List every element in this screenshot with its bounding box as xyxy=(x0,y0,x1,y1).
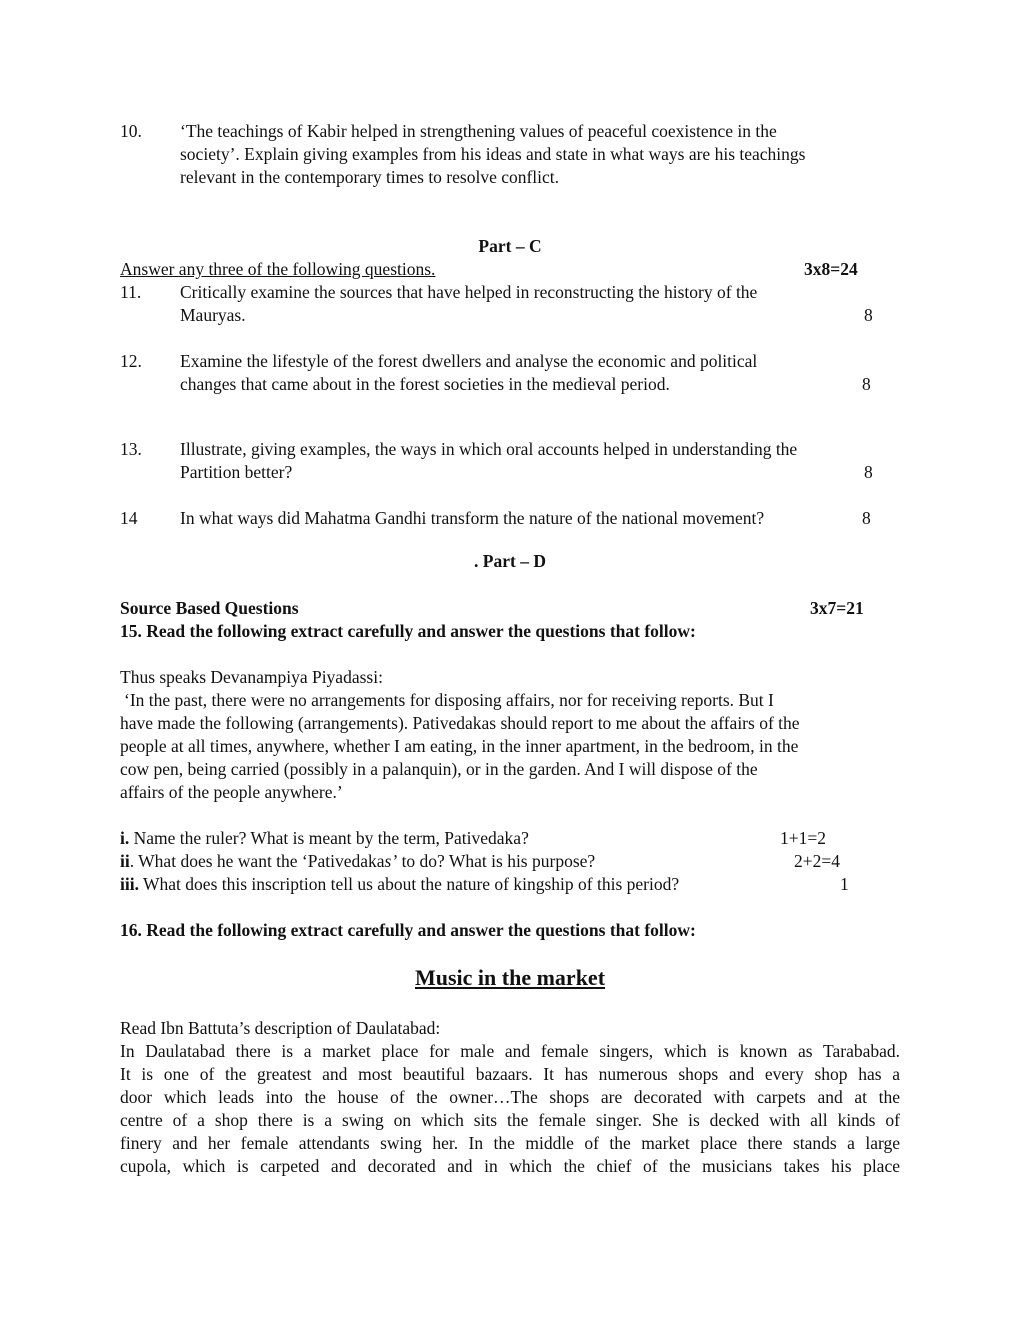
question-14-line-1: In what ways did Mahatma Gandhi transform the nature of the national movement? xyxy=(180,508,765,528)
question-15-subquestion-iii-marks: 1 xyxy=(840,874,849,894)
question-11-line-1: Critically examine the sources that have helped in reconstructing the history of the xyxy=(180,282,758,302)
question-15-heading: 15. Read the following extract carefully and answer the questions that follow: xyxy=(120,621,696,641)
question-15-subquestion-ii xyxy=(120,850,595,873)
question-10-line-1: ‘The teachings of Kabir helped in strengthening values of peaceful coexistence in the xyxy=(180,121,777,141)
question-15-extract-line-2: have made the following (arrangements). Pativedakas should report to me about the affairs of the xyxy=(120,713,800,733)
question-15-subquestion-iii xyxy=(120,873,679,896)
subquestion-i-label: i. xyxy=(120,828,130,848)
question-13-line-1: Illustrate, giving examples, the ways in which oral accounts helped in understanding the xyxy=(180,439,798,459)
question-11-line-2: Mauryas. xyxy=(180,305,246,325)
question-14-number: 14 xyxy=(120,508,138,528)
question-16-passage-line-6: cupola, which is carpeted and decorated and in which the chief of the musicians takes his place xyxy=(120,1156,900,1176)
question-15-extract-line-4: cow pen, being carried (possibly in a palanquin), or in the garden. And I will dispose of the xyxy=(120,759,758,779)
question-16-heading: 16. Read the following extract carefully and answer the questions that follow: xyxy=(120,920,696,940)
question-16-passage-line-1: In Daulatabad there is a market place for male and female singers, which is known as Tarababad. xyxy=(120,1041,900,1061)
question-10-number: 10. xyxy=(120,121,142,141)
question-15-subquestion-ii-marks: 2+2=4 xyxy=(794,851,840,871)
question-16-passage-line-2: It is one of the greatest and most beautiful bazaars. It has numerous shops and every shop has a xyxy=(120,1064,900,1084)
question-15-extract-line-3: people at all times, anywhere, whether I am eating, in the inner apartment, in the bedroom, in the xyxy=(120,736,799,756)
part-c-heading: Part – C xyxy=(478,236,542,256)
question-13-line-2: Partition better? xyxy=(180,462,293,482)
question-11-number: 11. xyxy=(120,282,142,302)
question-15-subquestion-i xyxy=(120,827,529,850)
question-16-passage-line-4: centre of a shop there is a swing on which sits the female singer. She is decked with all kinds of xyxy=(120,1110,900,1130)
part-c-instruction: Answer any three of the following questions. xyxy=(120,259,436,279)
question-15-subquestion-i-marks: 1+1=2 xyxy=(780,828,826,848)
question-14-marks: 8 xyxy=(862,508,871,528)
question-12-line-2: changes that came about in the forest societies in the medieval period. xyxy=(180,374,670,394)
part-d-marks: 3x7=21 xyxy=(810,598,864,618)
question-11-marks: 8 xyxy=(864,305,873,325)
question-10-line-2: society’. Explain giving examples from his ideas and state in what ways are his teachings xyxy=(180,144,806,164)
subquestion-ii-text: . What does he want the ‘Pativedaka xyxy=(129,851,385,871)
subquestion-ii-text-end: to do? What is his purpose? xyxy=(397,851,596,871)
subquestion-i-text: Name the ruler? What is meant by the term, Pativedaka? xyxy=(129,828,529,848)
part-c-marks: 3x8=24 xyxy=(804,259,858,279)
question-12-number: 12. xyxy=(120,351,142,371)
subquestion-ii-label: ii xyxy=(120,851,130,871)
question-13-marks: 8 xyxy=(864,462,873,482)
question-15-intro: Thus speaks Devanampiya Piyadassi: xyxy=(120,667,383,687)
question-16-passage-line-5: finery and her female attendants swing her. In the middle of the market place there stands a large xyxy=(120,1133,900,1153)
subquestion-iii-text: What does this inscription tell us about the nature of kingship of this period? xyxy=(138,874,680,894)
question-16-intro: Read Ibn Battuta’s description of Daulatabad: xyxy=(120,1018,441,1038)
subquestion-iii-label: iii. xyxy=(120,874,139,894)
question-16-title: Music in the market xyxy=(414,965,606,990)
subquestion-ii-text-italic: s’ xyxy=(384,851,398,871)
question-15-extract-line-1: ‘In the past, there were no arrangements for disposing affairs, nor for receiving reports. But I xyxy=(124,690,774,710)
question-10-line-3: relevant in the contemporary times to resolve conflict. xyxy=(180,167,560,187)
question-16-passage-line-3: door which leads into the house of the owner…The shops are decorated with carpets and at the xyxy=(120,1087,900,1107)
question-13-number: 13. xyxy=(120,439,142,459)
part-d-section-title: Source Based Questions xyxy=(120,598,299,618)
part-d-heading: . Part – D xyxy=(474,551,546,571)
question-15-extract-line-5: affairs of the people anywhere.’ xyxy=(120,782,343,802)
question-12-line-1: Examine the lifestyle of the forest dwellers and analyse the economic and political xyxy=(180,351,758,371)
question-12-marks: 8 xyxy=(862,374,871,394)
